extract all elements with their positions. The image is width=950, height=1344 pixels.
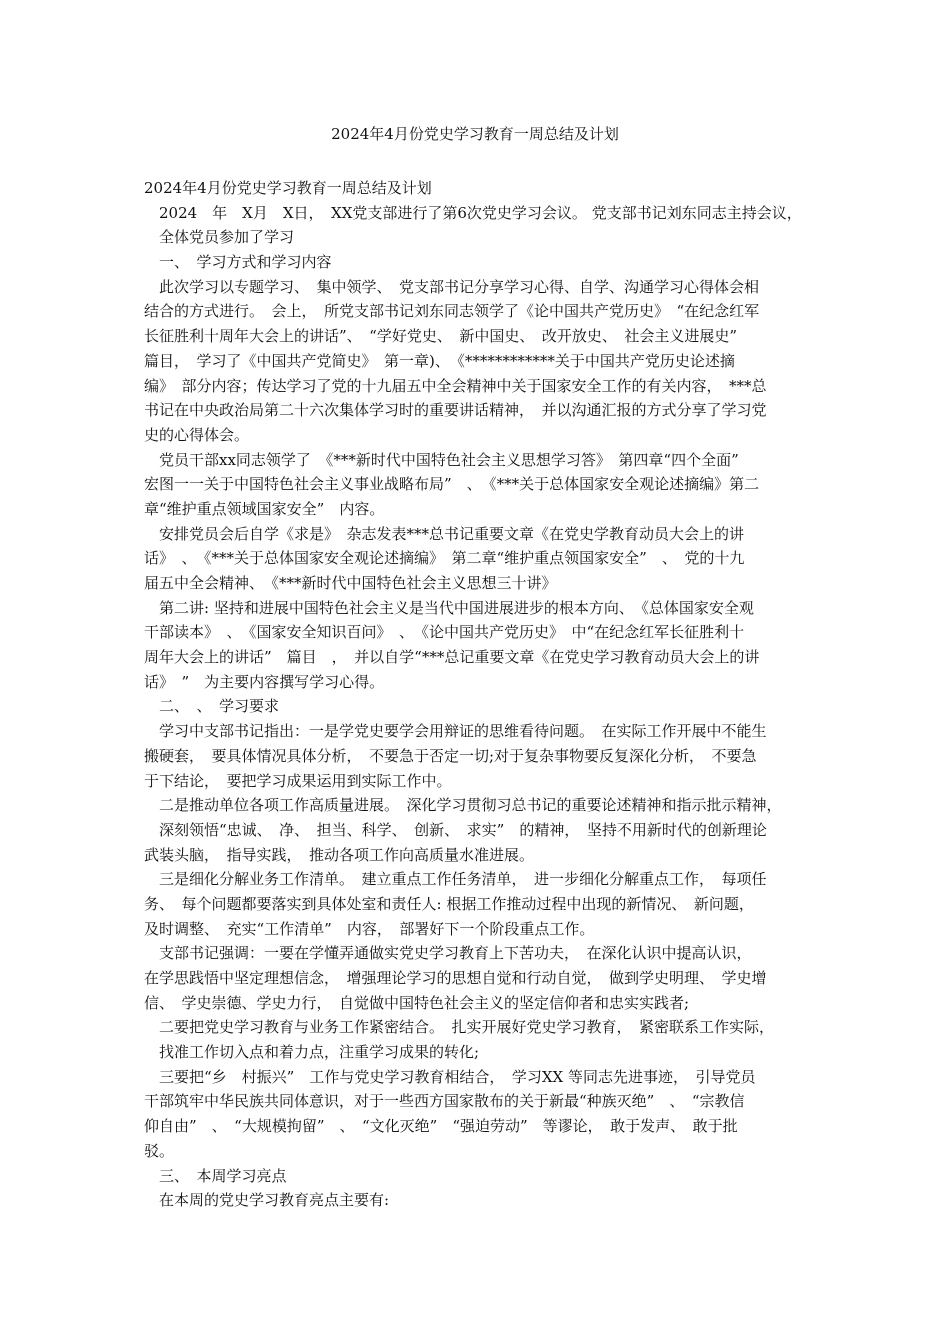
text-line: 三要把“乡 村振兴” 工作与党史学习教育相结合， 学习XX 等同志先进事迹， 引导党员 [144,1067,756,1086]
text-line: 三、 本周学习亮点 [144,1166,287,1185]
page-title: 2024年4月份党史学习教育一周总结及计划 [331,125,619,143]
text-line: 党员干部xx同志领学了 《***新时代中国特色社会主义思想学习答》 第四章“四个全面” [144,450,739,469]
text-line: 结合的方式进行。 会上， 所党支部书记刘东同志领学了《论中国共产党历史》 “在纪念红军 [144,302,760,321]
text-line: 安排党员会后自学《求是》 杂志发表***总书记重要文章《在党史学教育动员大会上的讲 [144,524,745,543]
text-line: 宏图一一关于中国特色社会主义事业战略布局” 、 《***关于总体国家安全观论述摘编》第二 [144,475,760,494]
text-line: 于下结论， 要把学习成果运用到实际工作中。 [144,771,452,790]
text-line: 2024 年 X月 X日， XX党支部进行了第6次党史学习会议。 党支部书记刘东同志主持会议， [144,203,802,222]
text-line: 一、 学习方式和学习内容 [144,253,332,272]
document-body [144,176,812,1213]
text-line: 此次学习以专题学习、 集中领学、 党支部书记分享学习心得、自学、沟通学习心得体会相 [144,277,760,296]
text-line: 周年大会上的讲话” 篇目 ， 并以自学“***总记重要文章《在党史学习教育动员大会上的讲 [144,648,760,667]
text-line: 驳。 [144,1141,175,1160]
text-line: 届五中全会精神、 《***新时代中国特色社会主义思想三十讲》 [144,574,557,592]
text-line: 找准工作切入点和着力点，注重学习成果的转化; [144,1043,480,1062]
text-line: 武装头脑， 指导实践， 推动各项工作向高质量水准进展。 [144,845,535,864]
text-line: 仰自由” 、 “大规模拘留” 、 “文化灭绝” “强迫劳动” 等谬论， 敢于发声、 敢于批 [144,1117,738,1136]
text-line: 全体党员参加了学习 [144,228,295,247]
text-line: 二要把党史学习教育与业务工作紧密结合。 扎实开展好党史学习教育， 紧密联系工作实际， [144,1018,775,1037]
text-line: 务、 每个问题都要落实到具体处室和责任人: 根据工作推动过程中出现的新情况、 新问题， [144,894,754,913]
text-line: 支部书记强调：一要在学懂弄通做实党史学习教育上下苦功夫， 在深化认识中提高认识， [144,944,752,963]
text-line: 章“维护重点领域国家安全” 内容。 [144,499,385,518]
text-line: 及时调整、 充实“工作清单” 内容， 部署好下一个阶段重点工作。 [144,919,595,938]
text-line: 长征胜利十周年大会上的讲话”、 “学好党史、 新中国史、 改开放史、 社会主义进展史” [144,327,738,346]
text-line: 二、 、 学习要求 [144,697,280,716]
text-line: 在本周的党史学习教育亮点主要有: [144,1191,390,1210]
text-line: 二是推动单位各项工作高质量进展。 深化学习贯彻习总书记的重要论述精神和指示批示精神， [144,796,782,815]
text-line: 深刻领悟“忠诚、 净、 担当、科学、 创新、 求实” 的精神， 坚持不用新时代的创新理论 [144,820,767,839]
text-line: 篇目， 学习了《中国共产党简史》 第一章)、 《************关于中国共产党历史论述摘 [144,351,735,370]
text-line: 搬硬套， 要具体情况具体分析， 不要急于否定一切;对于复杂事物要反复深化分析， 不要急 [144,746,757,765]
text-line: 史的心得体会。 [144,425,250,444]
text-line: 书记在中央政治局第二十六次集体学习时的重要讲话精神， 并以沟通汇报的方式分享了学习党 [144,401,767,420]
text-line: 学习中支部书记指出：一是学党史要学会用辩证的思维看待问题。 在实际工作开展中不能生 [144,722,767,741]
text-line: 信、 学史崇德、学史力行， 自觉做中国特色社会主义的坚定信仰者和忠实实践者; [144,993,690,1012]
text-line: 在学思践悟中坚定理想信念， 增强理论学习的思想自觉和行动自觉， 做到学史明理、 学史增 [144,969,767,987]
text-line: 话》 、 《***关于总体国家安全观论述摘编》 第二章“维护重点领国家安全” 、 党的十九 [144,549,745,568]
text-line: 干部筑牢中华民族共同体意识，对于一些西方国家散布的关于新最“种族灭绝” 、 “宗教信 [144,1092,745,1111]
text-line: 2024年4月份党史学习教育一周总结及计划 [144,179,432,197]
text-line: 编》 部分内容；传达学习了党的十九届五中全会精神中关于国家安全工作的有关内容， ***总 [144,376,767,395]
text-line: 干部读本》 、 《国家安全知识百问》 、 《论中国共产党历史》 中“在纪念红军长征胜利十 [144,623,745,642]
text-line: 三是细化分解业务工作清单。 建立重点工作任务清单， 进一步细化分解重点工作， 每项任 [144,870,767,889]
text-line: 话》 ” 为主要内容撰写学习心得。 [144,672,385,691]
text-line: 第二讲: 坚持和进展中国特色社会主义是当代中国进展进步的根本方向、 《总体国家安全观 [144,598,754,617]
